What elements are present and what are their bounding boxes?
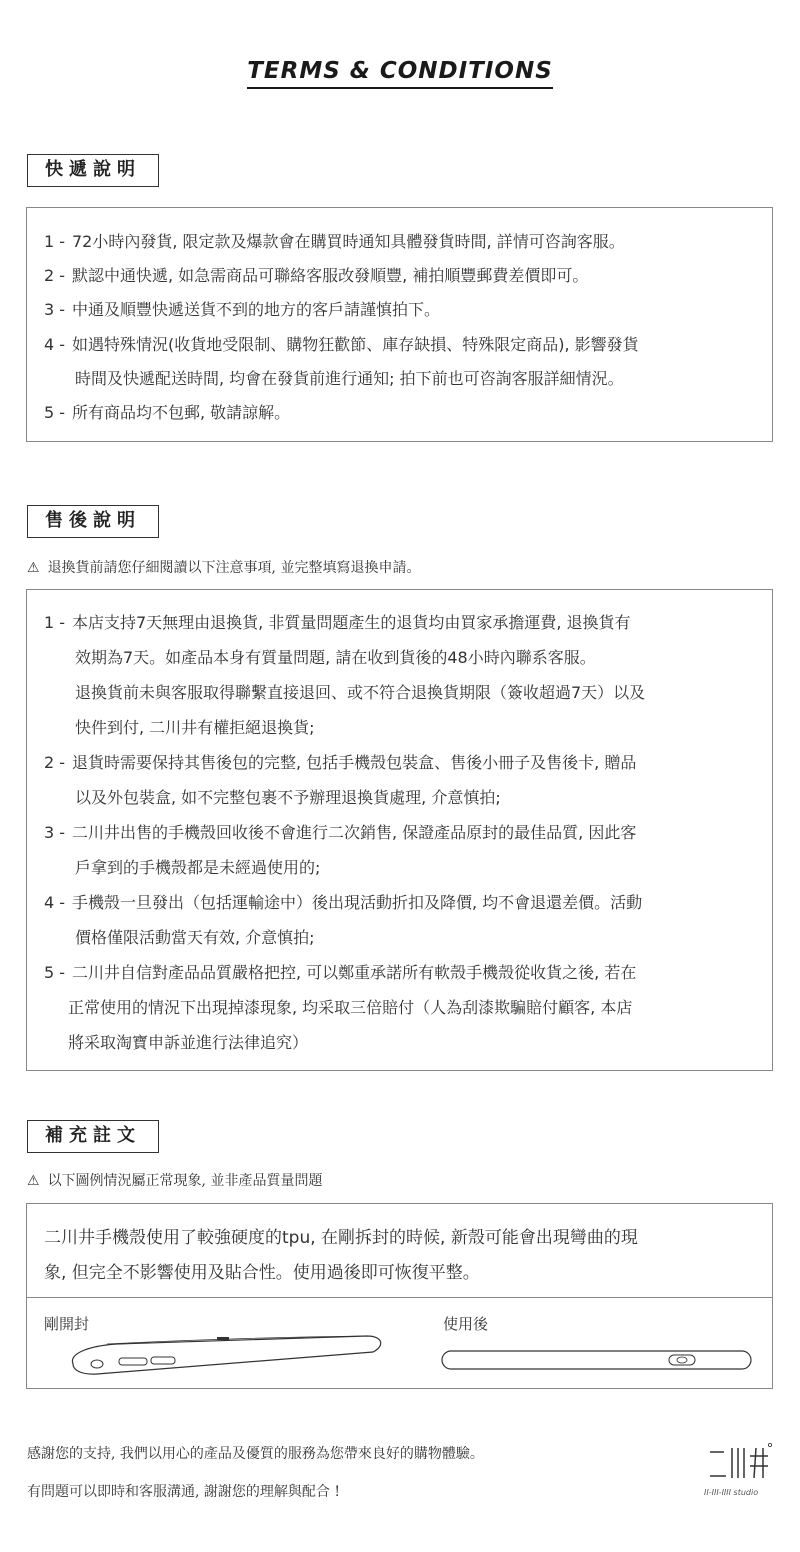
item-text-continued: 正常使用的情況下出現掉漆現象, 均采取三倍賠付（人為刮漆欺騙賠付顧客, 本店 bbox=[68, 998, 633, 1017]
item-text: 如遇特殊情況(收貨地受限制、購物狂歡節、庫存缺損、特殊限定商品), 影響發貨 bbox=[72, 335, 639, 354]
aftersales-item bbox=[44, 890, 642, 913]
item-text-continued: 戶拿到的手機殼都是未經過使用的; bbox=[75, 858, 321, 877]
item-text: 手機殼一旦發出（包括運輸途中）後出現活動折扣及降價, 均不會退還差價。活動 bbox=[72, 893, 643, 912]
shipping-item bbox=[44, 400, 290, 423]
item-text: 所有商品均不包郵, 敬請諒解。 bbox=[72, 403, 291, 422]
item-number: 4 - bbox=[44, 335, 66, 354]
item-text: 二川井自信對產品品質嚴格把控, 可以鄭重承諾所有軟殼手機殼從收貨之後, 若在 bbox=[72, 963, 637, 982]
item-number: 1 - bbox=[44, 232, 66, 251]
item-text: 二川井出售的手機殼回收後不會進行二次銷售, 保證產品原封的最佳品質, 因此客 bbox=[72, 823, 637, 842]
notes-divider bbox=[27, 1297, 772, 1298]
shipping-item bbox=[44, 229, 625, 252]
caption-used: 使用後 bbox=[443, 1315, 489, 1333]
notes-heading: 補充註文 bbox=[27, 1120, 159, 1153]
item-text: 默認中通快遞, 如急需商品可聯絡客服改發順豐, 補拍順豐郵費差價即可。 bbox=[72, 266, 589, 285]
item-number: 3 - bbox=[44, 823, 66, 842]
aftersales-heading: 售後說明 bbox=[27, 505, 159, 538]
item-number: 1 - bbox=[44, 613, 66, 632]
item-text: 中通及順豐快遞送貨不到的地方的客戶請謹慎拍下。 bbox=[72, 300, 441, 319]
item-text: 退貨時需要保持其售後包的完整, 包括手機殼包裝盒、售後小冊子及售後卡, 贈品 bbox=[72, 753, 637, 772]
warning-text: 以下圖例情況屬正常現象, 並非產品質量問題 bbox=[47, 1173, 323, 1189]
aftersales-box bbox=[26, 589, 773, 1071]
aftersales-item bbox=[44, 610, 631, 633]
brand-logo bbox=[706, 1440, 772, 1484]
shipping-item bbox=[44, 263, 588, 286]
warning-text: 退換貨前請您仔細閱讀以下注意事項, 並完整填寫退換申請。 bbox=[47, 560, 421, 576]
page-title-text: TERMS & CONDITIONS bbox=[247, 58, 553, 89]
aftersales-item bbox=[44, 820, 636, 843]
shipping-item bbox=[44, 297, 440, 320]
warning-icon: ⚠ bbox=[27, 1173, 40, 1189]
shipping-item bbox=[44, 332, 639, 355]
item-text-continued: 效期為7天。如產品本身有質量問題, 請在收到貨後的48小時內聯系客服。 bbox=[75, 648, 596, 667]
item-number: 3 - bbox=[44, 300, 66, 319]
item-text-continued: 時間及快遞配送時間, 均會在發貨前進行通知; 拍下前也可咨詢客服詳細情況。 bbox=[75, 369, 624, 388]
shipping-box bbox=[26, 207, 773, 442]
logo-tagline: II-III-IIII studio bbox=[704, 1488, 759, 1497]
item-text-continued: 快件到付, 二川井有權拒絕退換貨; bbox=[75, 718, 315, 737]
item-text-continued: 價格僅限活動當天有效, 介意慎拍; bbox=[75, 928, 315, 947]
notes-warning bbox=[27, 1170, 322, 1190]
page-title bbox=[0, 58, 800, 84]
aftersales-item bbox=[44, 960, 636, 983]
notes-box bbox=[26, 1203, 773, 1389]
caption-new: 剛開封 bbox=[44, 1315, 90, 1333]
item-number: 4 - bbox=[44, 893, 66, 912]
item-number: 5 - bbox=[44, 403, 66, 422]
item-number: 5 - bbox=[44, 963, 66, 982]
aftersales-warning bbox=[27, 557, 420, 577]
flat-case-illustration bbox=[441, 1348, 753, 1374]
item-number: 2 - bbox=[44, 266, 66, 285]
notes-text: 象, 但完全不影響使用及貼合性。使用過後即可恢復平整。 bbox=[44, 1263, 480, 1283]
item-text-continued: 以及外包裝盒, 如不完整包裹不予辦理退換貨處理, 介意慎拍; bbox=[75, 788, 501, 807]
notes-text: 二川井手機殼使用了較強硬度的tpu, 在剛拆封的時候, 新殼可能會出現彎曲的現 bbox=[44, 1228, 638, 1248]
item-text: 72小時內發貨, 限定款及爆款會在購買時通知具體發貨時間, 詳情可咨詢客服。 bbox=[72, 232, 625, 251]
item-text-continued: 退換貨前未與客服取得聯繫直接退回、或不符合退換貨期限（簽收超過7天）以及 bbox=[75, 683, 646, 702]
shipping-heading: 快遞說明 bbox=[27, 154, 159, 187]
curved-case-illustration bbox=[67, 1334, 387, 1376]
item-number: 2 - bbox=[44, 753, 66, 772]
footer-thanks: 感謝您的支持, 我們以用心的產品及優質的服務為您帶來良好的購物體驗。 bbox=[27, 1446, 484, 1462]
item-text-continued: 將采取淘寶申訴並進行法律追究） bbox=[68, 1033, 309, 1052]
warning-icon: ⚠ bbox=[27, 560, 40, 576]
footer-contact: 有問題可以即時和客服溝通, 謝謝您的理解與配合 ! bbox=[27, 1484, 340, 1500]
item-text: 本店支持7天無理由退換貨, 非質量問題產生的退貨均由買家承擔運費, 退換貨有 bbox=[72, 613, 631, 632]
aftersales-item bbox=[44, 750, 636, 773]
